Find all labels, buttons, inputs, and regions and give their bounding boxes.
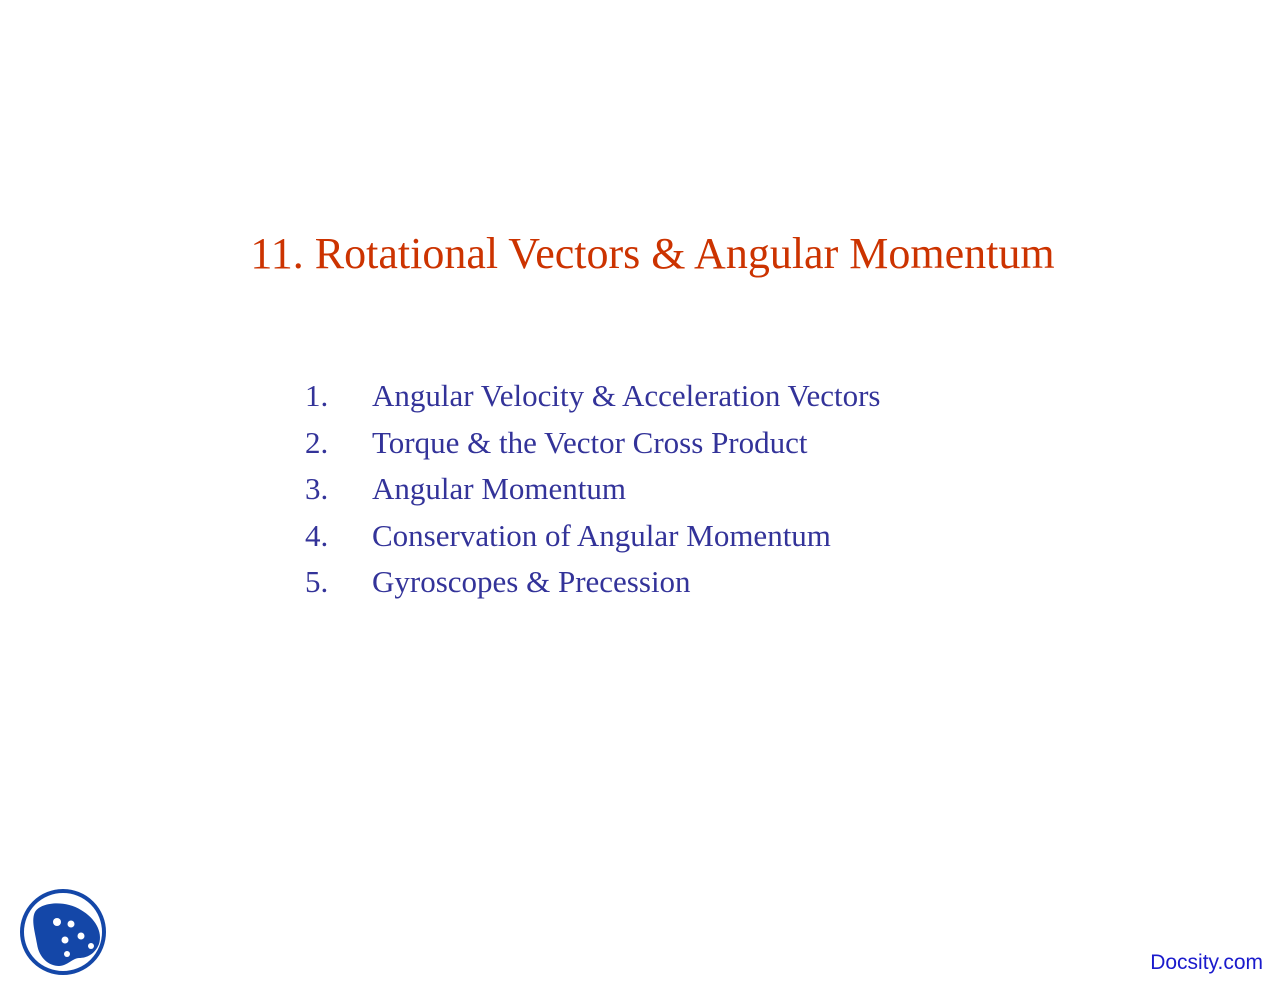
- list-item-number: 2.: [305, 424, 329, 460]
- list-item-label: Angular Velocity & Acceleration Vectors: [372, 378, 881, 413]
- list-item-label: Conservation of Angular Momentum: [372, 517, 831, 553]
- list-item-label: Torque & the Vector Cross Product: [372, 424, 808, 460]
- list-item-number: 5.: [305, 564, 329, 599]
- docsity-logo-icon[interactable]: [19, 888, 107, 976]
- list-item-label: Gyroscopes & Precession: [372, 564, 691, 599]
- slide-title: 11. Rotational Vectors & Angular Momentum: [250, 229, 1055, 278]
- list-item: [305, 559, 881, 606]
- list-item: [305, 420, 881, 467]
- list-item: [305, 373, 881, 420]
- topic-list: [305, 373, 881, 606]
- list-item-number: 4.: [305, 517, 329, 553]
- list-item-number: 3.: [305, 471, 329, 506]
- list-item-number: 1.: [305, 378, 329, 413]
- list-item: [305, 466, 881, 513]
- list-item: [305, 513, 881, 560]
- docsity-link[interactable]: Docsity.com: [1150, 951, 1263, 974]
- list-item-label: Angular Momentum: [372, 471, 626, 506]
